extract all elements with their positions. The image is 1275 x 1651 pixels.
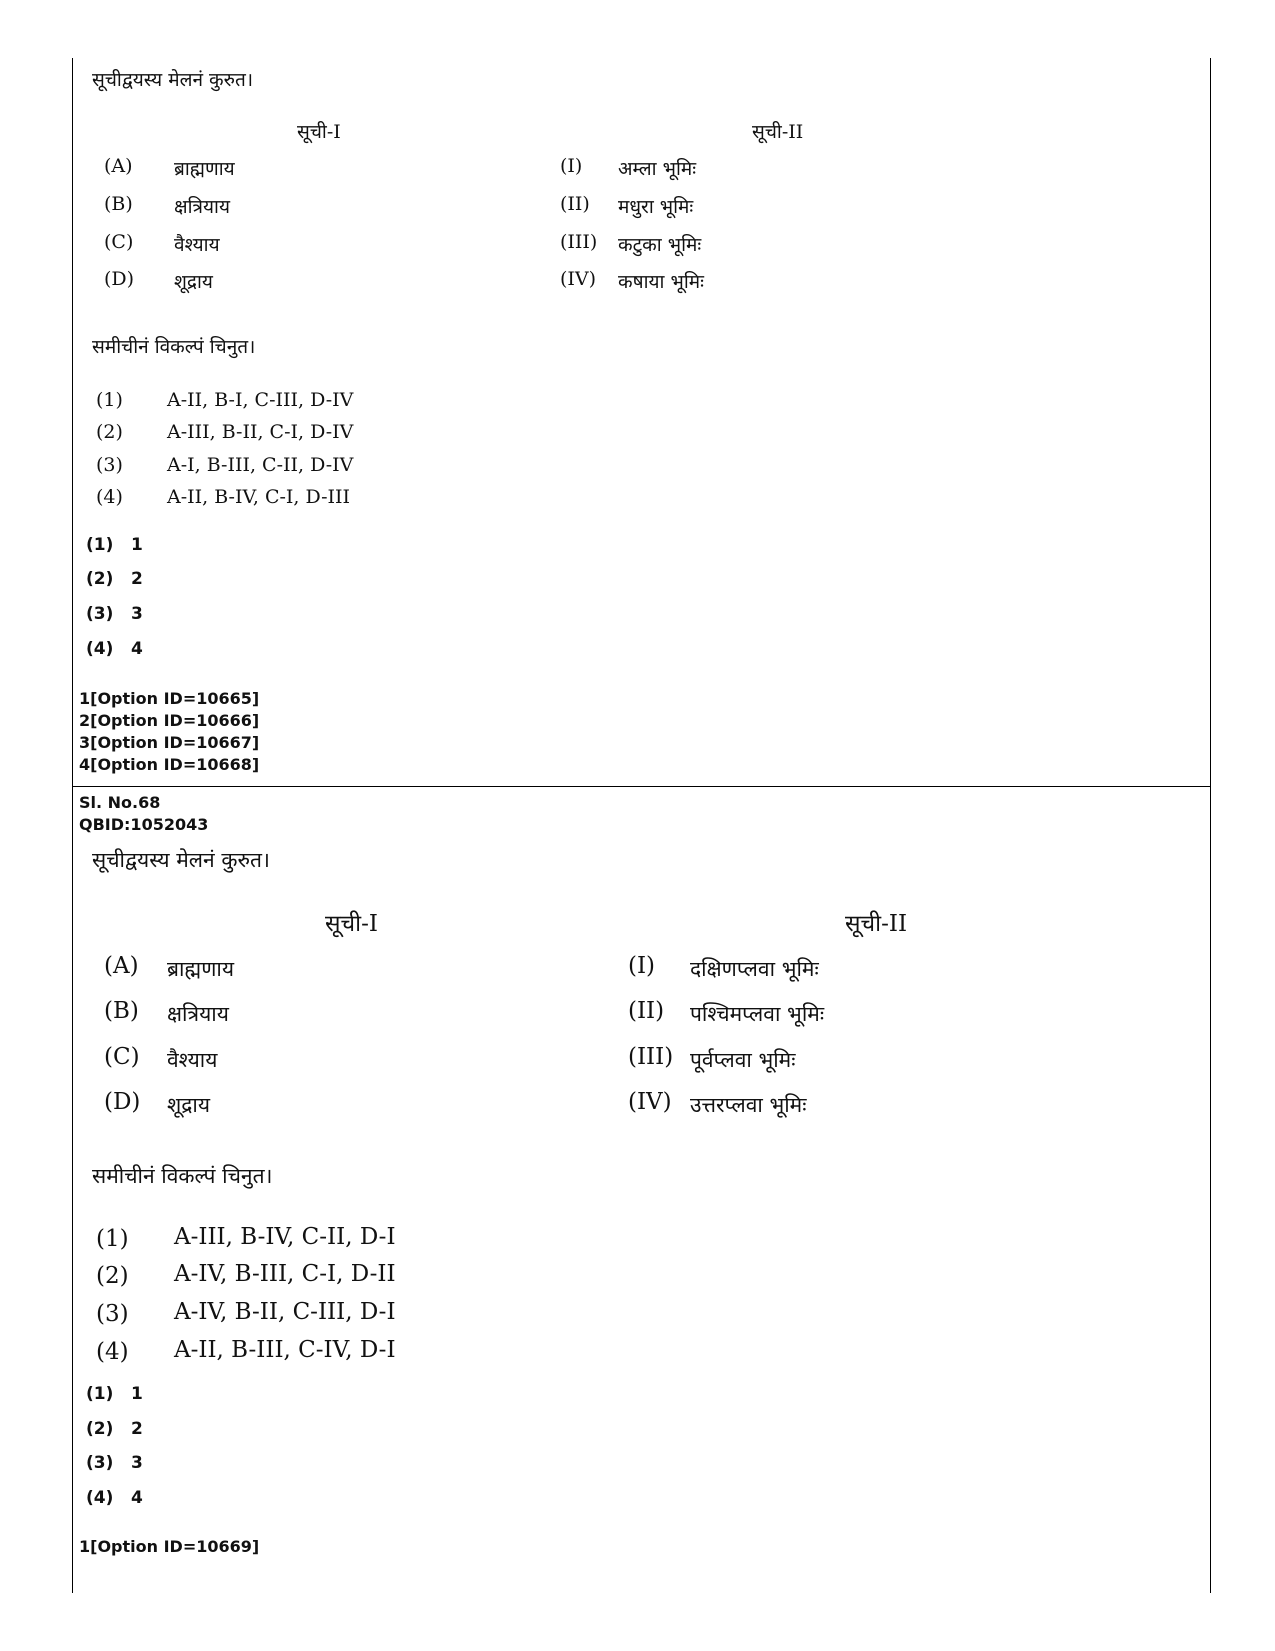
list-2-key: (I) xyxy=(560,155,583,177)
list-1-text: शूद्राय xyxy=(174,271,213,293)
list-1-key: (D) xyxy=(104,1089,141,1115)
list-2-text: कटुका भूमिः xyxy=(618,234,702,256)
list-2-text: कषाया भूमिः xyxy=(618,271,704,293)
answer-option-value: 2 xyxy=(131,569,143,589)
list-2-text: उत्तरप्लवा भूमिः xyxy=(690,1093,807,1117)
list-1-text: क्षत्रियाय xyxy=(167,1002,229,1026)
list-2-key: (II) xyxy=(560,193,590,215)
choice-number: (1) xyxy=(96,389,123,411)
choice-text: A-II, B-I, C-III, D-IV xyxy=(167,389,354,411)
list-1-text: क्षत्रियाय xyxy=(174,196,230,218)
list-2-key: (IV) xyxy=(628,1089,672,1115)
serial-number: Sl. No.68 xyxy=(79,793,161,812)
list-1-key: (C) xyxy=(104,1044,140,1070)
list-1-text: ब्राह्मणाय xyxy=(167,957,235,981)
choice-text: A-IV, B-III, C-I, D-II xyxy=(174,1261,396,1287)
list-2-text: मधुरा भूमिः xyxy=(618,196,694,218)
answer-option-value: 1 xyxy=(131,535,143,555)
list-1-key: (D) xyxy=(104,268,135,290)
list-1-key: (B) xyxy=(104,193,133,215)
page-border-left xyxy=(72,58,73,1593)
answer-option-value: 1 xyxy=(131,1384,143,1404)
answer-option-number: (3) xyxy=(86,604,114,624)
choice-number: (4) xyxy=(96,1339,129,1365)
question-instruction: सूचीद्वयस्य मेलनं कुरुत। xyxy=(92,69,254,91)
question-bank-id: QBID:1052043 xyxy=(79,815,209,834)
option-id: 1[Option ID=10665] xyxy=(79,689,260,708)
answer-option-number: (1) xyxy=(86,535,114,555)
list-1-key: (A) xyxy=(104,953,139,979)
list-1-key: (B) xyxy=(104,998,139,1024)
answer-option-value: 4 xyxy=(131,1488,143,1508)
answer-option-value: 3 xyxy=(131,1453,143,1473)
answer-option-number: (3) xyxy=(86,1453,114,1473)
choice-number: (2) xyxy=(96,421,123,443)
list-1-text: ब्राह्मणाय xyxy=(174,158,235,180)
answer-option-value: 4 xyxy=(131,639,143,659)
choice-number: (3) xyxy=(96,1301,129,1327)
choice-number: (1) xyxy=(96,1226,129,1252)
option-id: 4[Option ID=10668] xyxy=(79,755,260,774)
answer-option-value: 3 xyxy=(131,604,143,624)
list-2-heading: सूची-II xyxy=(752,121,804,143)
list-2-key: (IV) xyxy=(560,268,597,290)
list-1-heading: सूची-I xyxy=(297,121,341,143)
answer-option-number: (4) xyxy=(86,639,114,659)
choice-text: A-IV, B-II, C-III, D-I xyxy=(174,1299,396,1325)
question-instruction: सूचीद्वयस्य मेलनं कुरुत। xyxy=(92,848,270,872)
question-separator xyxy=(72,786,1211,787)
choice-number: (4) xyxy=(96,486,123,508)
answer-option-number: (2) xyxy=(86,569,114,589)
list-1-text: वैश्याय xyxy=(167,1048,218,1072)
list-1-key: (A) xyxy=(104,155,133,177)
page-border-right xyxy=(1210,58,1211,1593)
list-1-text: शूद्राय xyxy=(167,1093,211,1117)
choose-instruction: समीचीनं विकल्पं चिनुत। xyxy=(92,1164,273,1188)
list-2-text: अम्ला भूमिः xyxy=(618,158,697,180)
list-2-key: (II) xyxy=(628,998,665,1024)
list-2-key: (I) xyxy=(628,953,656,979)
choice-text: A-II, B-III, C-IV, D-I xyxy=(174,1337,396,1363)
list-2-text: पश्चिमप्लवा भूमिः xyxy=(690,1002,825,1026)
answer-option-value: 2 xyxy=(131,1419,143,1439)
list-2-heading: सूची-II xyxy=(845,911,908,937)
answer-option-number: (1) xyxy=(86,1384,114,1404)
option-id: 3[Option ID=10667] xyxy=(79,733,260,752)
choice-text: A-III, B-IV, C-II, D-I xyxy=(174,1224,396,1250)
answer-option-number: (2) xyxy=(86,1419,114,1439)
list-1-key: (C) xyxy=(104,231,134,253)
list-1-heading: सूची-I xyxy=(325,911,378,937)
list-2-key: (III) xyxy=(628,1044,674,1070)
choice-text: A-III, B-II, C-I, D-IV xyxy=(167,421,354,443)
choose-instruction: समीचीनं विकल्पं चिनुत। xyxy=(92,336,256,358)
choice-text: A-II, B-IV, C-I, D-III xyxy=(167,486,351,508)
choice-text: A-I, B-III, C-II, D-IV xyxy=(167,454,354,476)
list-2-text: दक्षिणप्लवा भूमिः xyxy=(690,957,819,981)
list-2-text: पूर्वप्लवा भूमिः xyxy=(690,1048,796,1072)
choice-number: (3) xyxy=(96,454,123,476)
option-id: 1[Option ID=10669] xyxy=(79,1537,260,1556)
list-2-key: (III) xyxy=(560,231,598,253)
choice-number: (2) xyxy=(96,1263,129,1289)
list-1-text: वैश्याय xyxy=(174,234,220,256)
option-id: 2[Option ID=10666] xyxy=(79,711,260,730)
answer-option-number: (4) xyxy=(86,1488,114,1508)
